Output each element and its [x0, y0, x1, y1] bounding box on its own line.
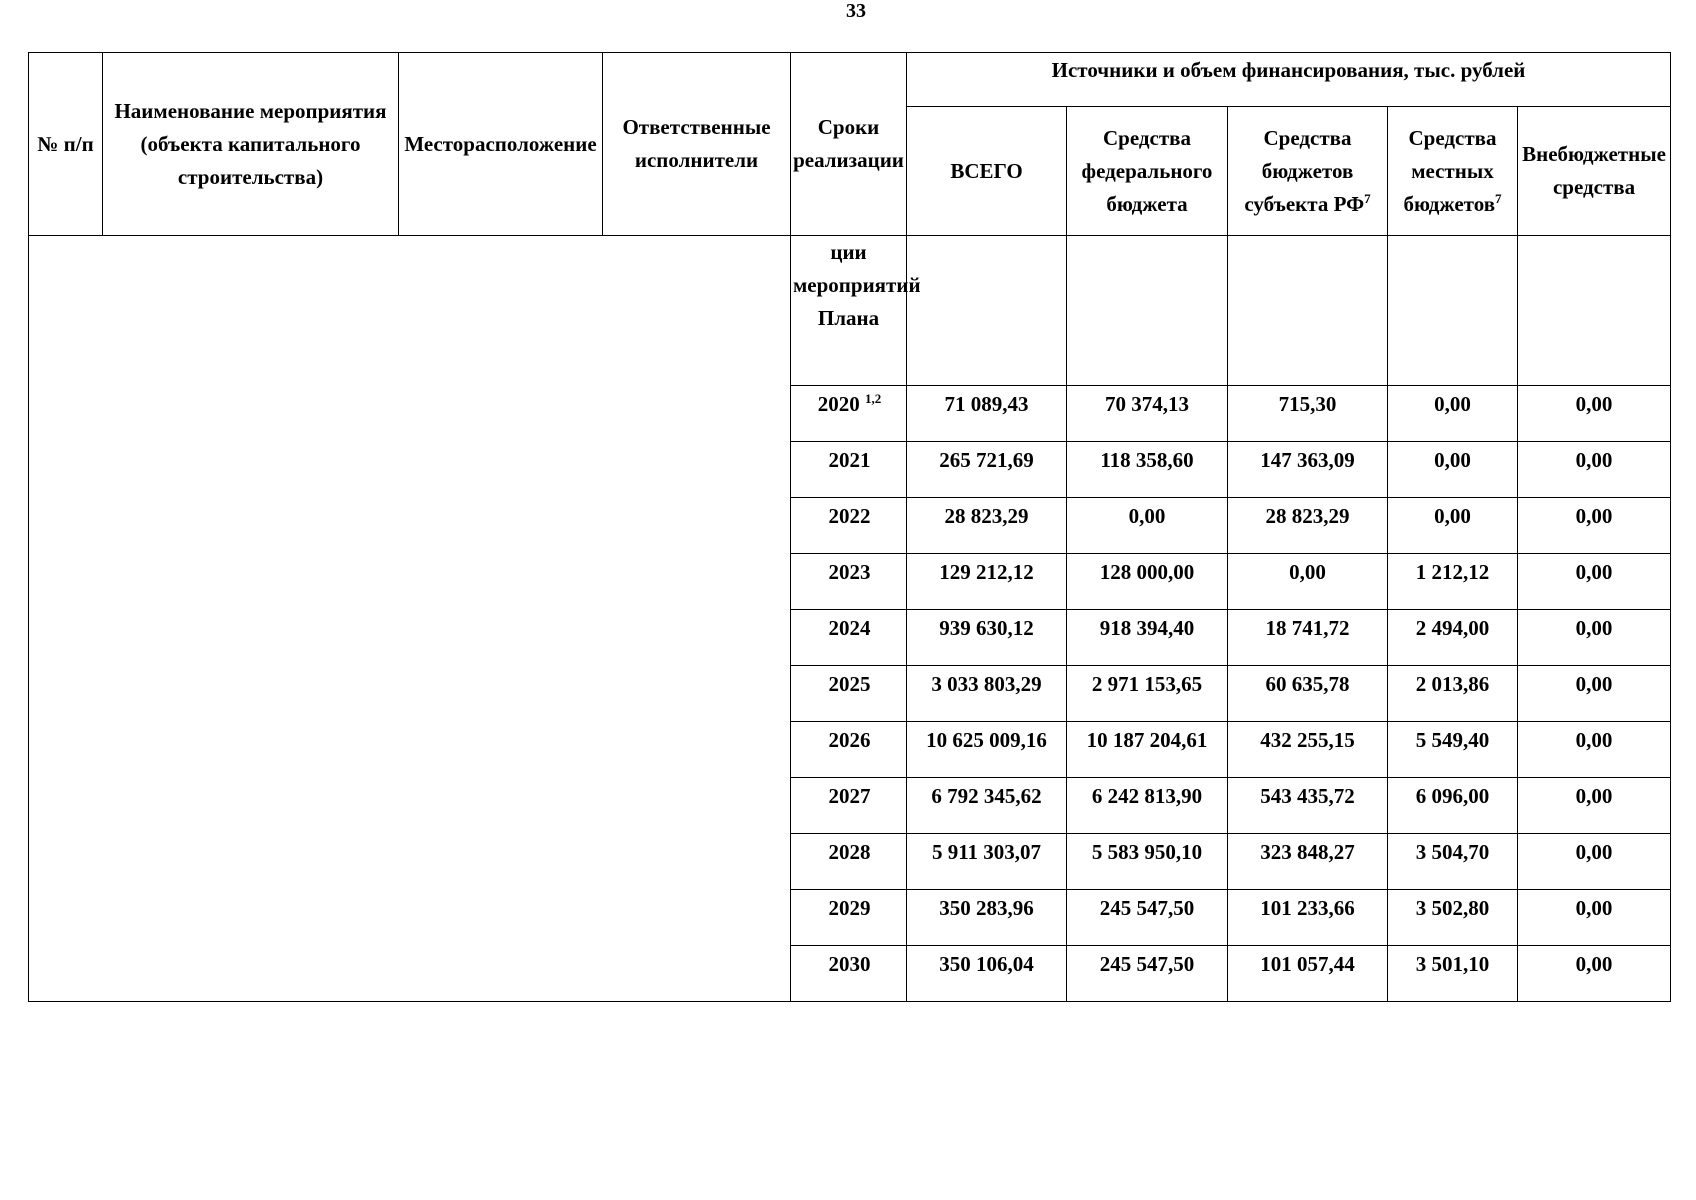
extra-amount-cell: 0,00 — [1518, 666, 1671, 722]
total-amount-cell: 28 823,29 — [907, 498, 1067, 554]
header-total: ВСЕГО — [907, 107, 1067, 236]
year-cell: 2020 $^{1,2}$ — [791, 386, 907, 442]
regional-amount-cell: 60 635,78 — [1228, 666, 1388, 722]
year-cell: 2029 — [791, 890, 907, 946]
table-header — [29, 53, 1671, 236]
federal-amount-cell: 5 583 950,10 — [1067, 834, 1228, 890]
federal-amount-cell: 245 547,50 — [1067, 890, 1228, 946]
year-cell: 2028 — [791, 834, 907, 890]
header-federal: Средства федерального бюджета — [1067, 107, 1228, 236]
year-cell: 2026 — [791, 722, 907, 778]
empty-cell — [1228, 236, 1388, 386]
empty-cell — [907, 236, 1067, 386]
local-amount-cell: 3 502,80 — [1388, 890, 1518, 946]
extra-amount-cell: 0,00 — [1518, 442, 1671, 498]
local-amount-cell: 6 096,00 — [1388, 778, 1518, 834]
header-name: Наименование мероприятия (объекта капитального строительства) — [103, 53, 399, 236]
merged-blank-cell — [29, 236, 791, 1002]
federal-amount-cell: 10 187 204,61 — [1067, 722, 1228, 778]
total-amount-cell: 5 911 303,07 — [907, 834, 1067, 890]
header-sources-group: Источники и объем финансирования, тыс. рублей — [907, 53, 1671, 107]
total-amount-cell: 3 033 803,29 — [907, 666, 1067, 722]
header-regional: Средства бюджетов субъекта РФ$^7$ — [1228, 107, 1388, 236]
year-cell: 2027 — [791, 778, 907, 834]
financing-table — [28, 52, 1671, 1002]
empty-cell — [1518, 236, 1671, 386]
regional-amount-cell: 101 057,44 — [1228, 946, 1388, 1002]
header-location: Месторасположение — [399, 53, 603, 236]
extra-amount-cell: 0,00 — [1518, 778, 1671, 834]
local-amount-cell: 5 549,40 — [1388, 722, 1518, 778]
year-cell: 2024 — [791, 610, 907, 666]
federal-amount-cell: 2 971 153,65 — [1067, 666, 1228, 722]
total-amount-cell: 71 089,43 — [907, 386, 1067, 442]
federal-amount-cell: 0,00 — [1067, 498, 1228, 554]
extra-amount-cell: 0,00 — [1518, 834, 1671, 890]
regional-amount-cell: 18 741,72 — [1228, 610, 1388, 666]
regional-amount-cell: 432 255,15 — [1228, 722, 1388, 778]
extra-amount-cell: 0,00 — [1518, 386, 1671, 442]
regional-amount-cell: 28 823,29 — [1228, 498, 1388, 554]
page-number: 33 — [846, 0, 866, 22]
regional-amount-cell: 715,30 — [1228, 386, 1388, 442]
header-terms: Сроки реализации — [791, 53, 907, 236]
local-amount-cell: 0,00 — [1388, 386, 1518, 442]
extra-amount-cell: 0,00 — [1518, 722, 1671, 778]
federal-amount-cell: 128 000,00 — [1067, 554, 1228, 610]
federal-amount-cell: 118 358,60 — [1067, 442, 1228, 498]
empty-cell — [1067, 236, 1228, 386]
year-cell: 2030 — [791, 946, 907, 1002]
header-responsible: Ответственные исполнители — [603, 53, 791, 236]
extra-amount-cell: 0,00 — [1518, 946, 1671, 1002]
total-amount-cell: 939 630,12 — [907, 610, 1067, 666]
footnote-mark: 7 — [1495, 190, 1502, 206]
extra-amount-cell: 0,00 — [1518, 610, 1671, 666]
total-amount-cell: 265 721,69 — [907, 442, 1067, 498]
federal-amount-cell: 70 374,13 — [1067, 386, 1228, 442]
local-amount-cell: 0,00 — [1388, 498, 1518, 554]
year-cell: 2022 — [791, 498, 907, 554]
header-num: № п/п — [29, 53, 103, 236]
total-amount-cell: 350 283,96 — [907, 890, 1067, 946]
local-amount-cell: 3 504,70 — [1388, 834, 1518, 890]
regional-amount-cell: 0,00 — [1228, 554, 1388, 610]
total-amount-cell: 129 212,12 — [907, 554, 1067, 610]
total-amount-cell: 350 106,04 — [907, 946, 1067, 1002]
footnote-mark: 7 — [1364, 190, 1371, 206]
year-cell: 2021 — [791, 442, 907, 498]
regional-amount-cell: 101 233,66 — [1228, 890, 1388, 946]
extra-amount-cell: 0,00 — [1518, 890, 1671, 946]
footnote-mark: 1,2 — [865, 391, 882, 406]
local-amount-cell: 1 212,12 — [1388, 554, 1518, 610]
regional-amount-cell: 543 435,72 — [1228, 778, 1388, 834]
table-body — [29, 236, 1671, 1002]
local-amount-cell: 0,00 — [1388, 442, 1518, 498]
header-local: Средства местных бюджетов$^7$ — [1388, 107, 1518, 236]
total-amount-cell: 6 792 345,62 — [907, 778, 1067, 834]
year-cell: 2023 — [791, 554, 907, 610]
federal-amount-cell: 918 394,40 — [1067, 610, 1228, 666]
empty-cell — [1388, 236, 1518, 386]
local-amount-cell: 3 501,10 — [1388, 946, 1518, 1002]
extra-amount-cell: 0,00 — [1518, 498, 1671, 554]
extra-amount-cell: 0,00 — [1518, 554, 1671, 610]
regional-amount-cell: 323 848,27 — [1228, 834, 1388, 890]
local-amount-cell: 2 494,00 — [1388, 610, 1518, 666]
regional-amount-cell: 147 363,09 — [1228, 442, 1388, 498]
local-amount-cell: 2 013,86 — [1388, 666, 1518, 722]
continuation-cell: ции мероприятий Плана — [791, 236, 907, 386]
year-cell: 2025 — [791, 666, 907, 722]
federal-amount-cell: 6 242 813,90 — [1067, 778, 1228, 834]
header-extrabudget: Внебюджетные средства — [1518, 107, 1671, 236]
total-amount-cell: 10 625 009,16 — [907, 722, 1067, 778]
federal-amount-cell: 245 547,50 — [1067, 946, 1228, 1002]
